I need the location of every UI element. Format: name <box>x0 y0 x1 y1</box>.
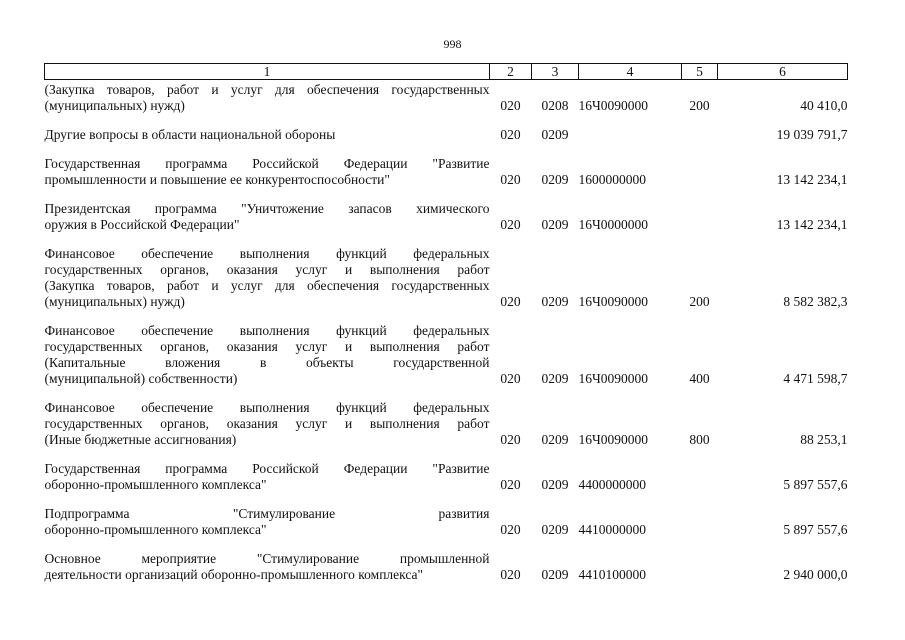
row-description <box>45 143 490 188</box>
description-line: Другие вопросы в области национальной обороны <box>44 127 336 142</box>
description-line: Президентская программа "Уничтожение запасов химического <box>44 201 490 216</box>
description-line: (муниципальных) нужд) <box>44 294 185 309</box>
amount-value: 8 582 382,3 <box>783 294 848 309</box>
amount-value: 5 897 557,6 <box>783 522 848 537</box>
amount-value: 19 039 791,7 <box>776 127 848 142</box>
table-row <box>45 387 848 448</box>
section-code: 020 <box>500 371 521 386</box>
description-line: Финансовое обеспечение выполнения функций федеральных <box>44 246 490 261</box>
column-header-4: 4 <box>579 64 682 80</box>
description-line: государственных органов, оказания услуг и выполнения работ <box>44 339 490 354</box>
table-body <box>45 80 848 584</box>
column-header-3: 3 <box>532 64 579 80</box>
expense-type-code: 800 <box>689 432 710 447</box>
description-line: (Капитальные вложения в объекты государственной <box>44 355 490 370</box>
column-header-6: 6 <box>718 64 848 80</box>
description-line: оборонно-промышленного комплекса" <box>44 477 267 492</box>
row-description <box>45 233 490 310</box>
expense-type-code: 200 <box>689 294 710 309</box>
description-line: Подпрограмма "Стимулирование развития <box>44 506 490 521</box>
target-article-code <box>579 114 682 143</box>
row-description <box>45 387 490 448</box>
amount-value: 13 142 234,1 <box>776 217 848 232</box>
row-description <box>45 538 490 583</box>
target-article-code: 16Ч0000000 <box>578 217 649 232</box>
description-line: деятельности организаций оборонно-промышленного комплекса" <box>44 567 424 582</box>
amount-value: 88 253,1 <box>800 432 848 447</box>
expense-type-code <box>682 188 718 233</box>
description-line: Финансовое обеспечение выполнения функций федеральных <box>44 323 490 338</box>
row-description <box>45 80 490 115</box>
section-code: 020 <box>500 477 521 492</box>
target-article-code: 1600000000 <box>578 172 646 187</box>
expense-type-code <box>682 538 718 583</box>
table-row <box>45 448 848 493</box>
description-line: (Закупка товаров, работ и услуг для обеспечения государственных <box>44 278 490 293</box>
target-article-code: 4410100000 <box>578 567 646 582</box>
description-line: государственных органов, оказания услуг и выполнения работ <box>44 416 490 431</box>
table-row <box>45 114 848 143</box>
subsection-code: 0209 <box>541 522 569 537</box>
column-header-2: 2 <box>490 64 532 80</box>
row-description <box>45 448 490 493</box>
table-row <box>45 80 848 115</box>
expense-type-code <box>682 114 718 143</box>
amount-value: 40 410,0 <box>800 98 848 113</box>
amount-value: 13 142 234,1 <box>776 172 848 187</box>
column-header-5: 5 <box>682 64 718 80</box>
description-line: (муниципальных) нужд) <box>44 98 185 113</box>
row-description <box>45 493 490 538</box>
subsection-code: 0209 <box>541 371 569 386</box>
target-article-code: 16Ч0090000 <box>578 294 649 309</box>
amount-value: 2 940 000,0 <box>783 567 848 582</box>
target-article-code: 16Ч0090000 <box>578 371 649 386</box>
subsection-code: 0208 <box>541 98 569 113</box>
section-code: 020 <box>500 217 521 232</box>
description-line: Основное мероприятие "Стимулирование промышленной <box>44 551 490 566</box>
table-row <box>45 310 848 387</box>
section-code: 020 <box>500 294 521 309</box>
description-line: (Закупка товаров, работ и услуг для обеспечения государственных <box>44 82 490 97</box>
section-code: 020 <box>500 567 521 582</box>
row-description <box>45 114 490 143</box>
expense-type-code: 200 <box>689 98 710 113</box>
table-row <box>45 143 848 188</box>
expense-type-code <box>682 493 718 538</box>
section-code: 020 <box>500 432 521 447</box>
amount-value: 4 471 598,7 <box>783 371 848 386</box>
description-line: Государственная программа Российской Федерации "Развитие <box>44 156 490 171</box>
table-header-row <box>45 64 848 80</box>
target-article-code: 16Ч0090000 <box>578 432 649 447</box>
section-code: 020 <box>500 172 521 187</box>
amount-value: 5 897 557,6 <box>783 477 848 492</box>
subsection-code: 0209 <box>541 432 569 447</box>
subsection-code: 0209 <box>541 217 569 232</box>
section-code: 020 <box>500 522 521 537</box>
description-line: Государственная программа Российской Федерации "Развитие <box>44 461 490 476</box>
subsection-code: 0209 <box>541 127 569 142</box>
section-code: 020 <box>500 127 521 142</box>
page-number: 998 <box>443 37 462 51</box>
table-row <box>45 538 848 583</box>
description-line: (Иные бюджетные ассигнования) <box>44 432 237 447</box>
description-line: (муниципальной) собственности) <box>44 371 238 386</box>
subsection-code: 0209 <box>541 172 569 187</box>
row-description <box>45 188 490 233</box>
description-line: промышленности и повышение ее конкурентоспособности" <box>44 172 390 187</box>
description-line: Финансовое обеспечение выполнения функций федеральных <box>44 400 490 415</box>
description-line: оружия в Российской Федерации" <box>44 217 240 232</box>
expense-type-code <box>682 143 718 188</box>
expense-type-code <box>682 448 718 493</box>
subsection-code: 0209 <box>541 477 569 492</box>
expense-type-code: 400 <box>689 371 710 386</box>
table-row <box>45 188 848 233</box>
subsection-code: 0209 <box>541 294 569 309</box>
target-article-code: 4400000000 <box>578 477 646 492</box>
table-row <box>45 233 848 310</box>
target-article-code: 4410000000 <box>578 522 646 537</box>
column-header-1: 1 <box>45 64 490 80</box>
target-article-code: 16Ч0090000 <box>578 98 649 113</box>
section-code: 020 <box>500 98 521 113</box>
table-row <box>45 493 848 538</box>
subsection-code: 0209 <box>541 567 569 582</box>
description-line: государственных органов, оказания услуг и выполнения работ <box>44 262 490 277</box>
budget-table <box>44 63 848 583</box>
row-description <box>45 310 490 387</box>
description-line: оборонно-промышленного комплекса" <box>44 522 267 537</box>
